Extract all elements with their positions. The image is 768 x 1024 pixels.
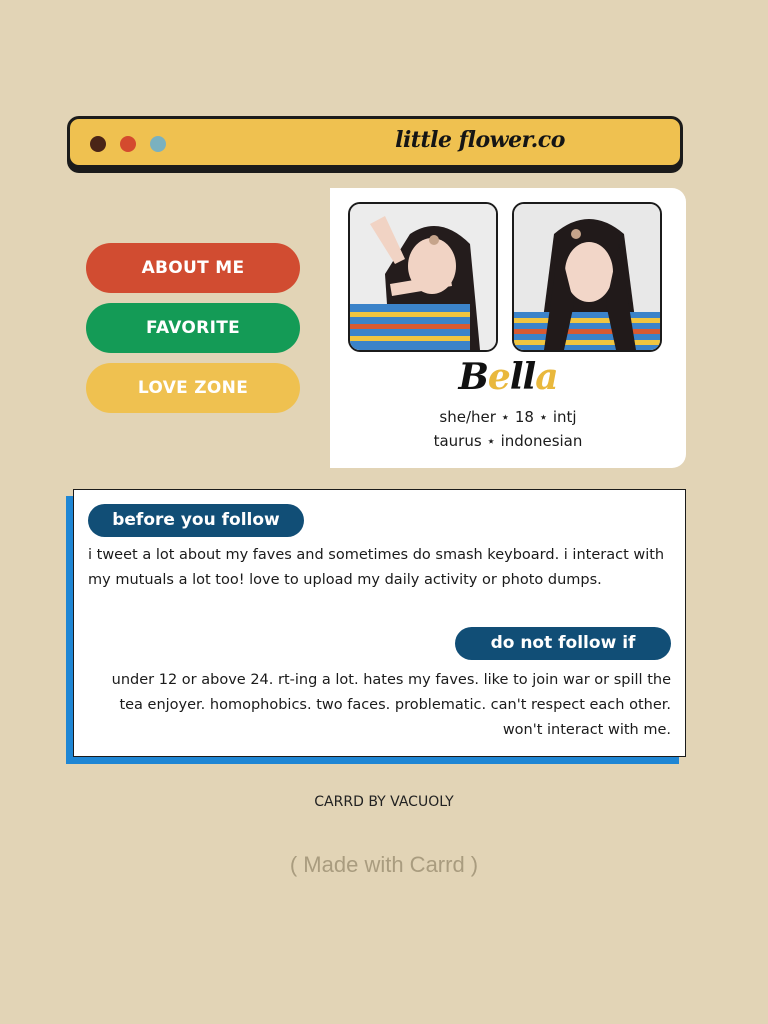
profile-card: [330, 188, 686, 468]
love-zone-button[interactable]: LOVE ZONE: [86, 363, 300, 413]
profile-photo-1: [348, 202, 498, 352]
do-not-follow-text: under 12 or above 24. rt-ing a lot. hates my faves. like to join war or spill the tea enjoyer. homophobics. two faces. problematic. can't respect each other. won't interact with me.: [111, 672, 671, 738]
site-title: little flower.co: [395, 127, 565, 153]
red-dot: [120, 136, 136, 152]
favorite-button[interactable]: FAVORITE: [86, 303, 300, 353]
made-with-carrd-link[interactable]: ( Made with Carrd ): [289, 852, 479, 877]
do-not-follow-heading: do not follow if: [455, 627, 671, 660]
profile-name: Bella: [458, 356, 558, 398]
dark-dot: [90, 136, 106, 152]
teal-dot: [150, 136, 166, 152]
before-you-follow-text: i tweet a lot about my faves and sometimes do smash keyboard. i interact with my mutuals a lot too! love to upload my daily activity or photo dumps.: [88, 547, 665, 588]
profile-pronouns-line: she/her ⋆ 18 ⋆ intj: [439, 408, 577, 426]
profile-zodiac-line: taurus ⋆ indonesian: [433, 432, 583, 450]
before-you-follow-heading: before you follow: [88, 504, 304, 537]
carrd-credit[interactable]: CARRD BY VACUOLY: [314, 794, 454, 810]
about-me-button[interactable]: ABOUT ME: [86, 243, 300, 293]
info-box: [73, 489, 686, 757]
window-title-bar: [67, 116, 683, 168]
profile-photo-2: [512, 202, 662, 352]
